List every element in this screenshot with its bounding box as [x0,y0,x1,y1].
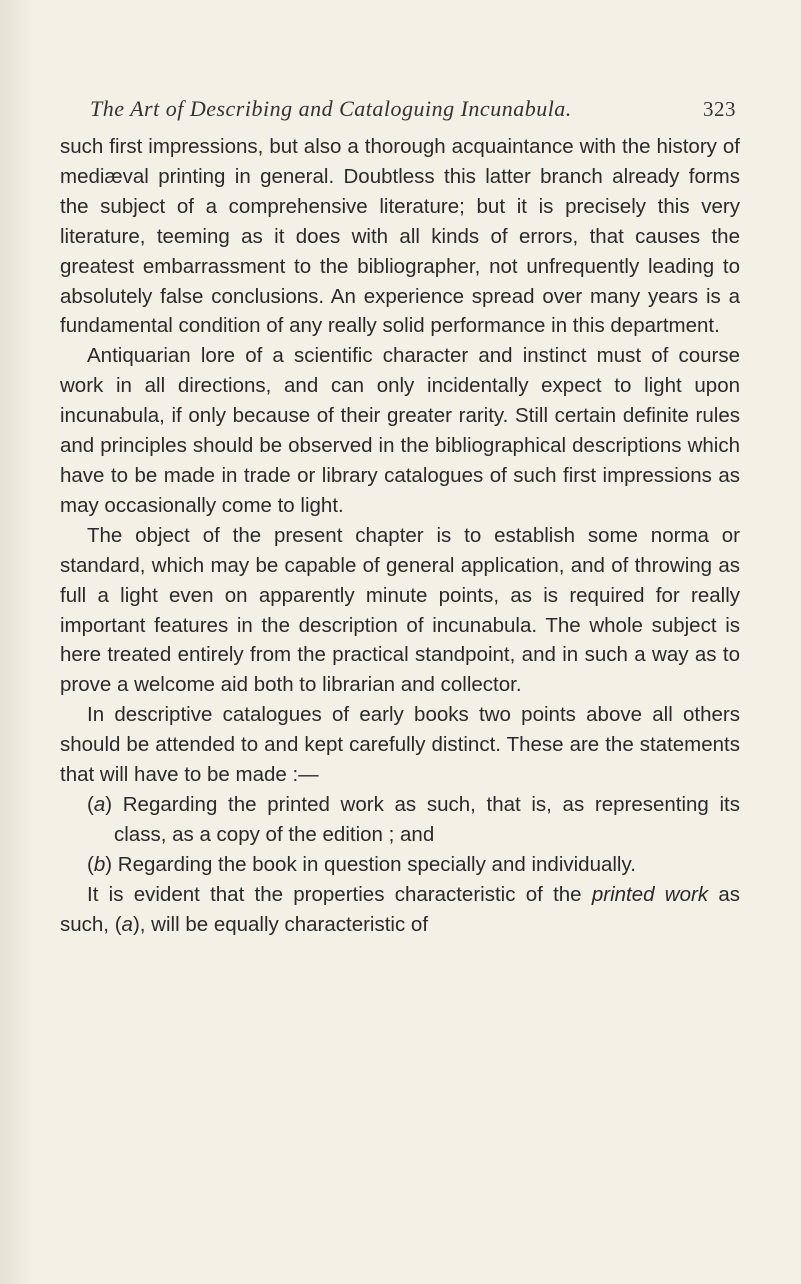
running-head [90,96,736,122]
list-text-b: Regarding the book in question specially and individually. [117,852,636,876]
book-page [60,96,740,939]
running-head-title: The Art of Describing and Cataloguing Incunabula. [90,96,572,121]
list-item-b: (b) Regarding the book in question specially and individually. [87,852,636,876]
page-gutter-shadow [0,0,34,1284]
page-number: 323 [703,97,736,121]
paragraph-5-middle: as such, [60,882,740,936]
list-text-a: Regarding the printed work as such, that is, as representing its class, as a copy of the edition ; and [114,792,741,846]
paragraph-5-tail: will be equally characteristic of [151,912,429,936]
paragraph-2: Antiquarian lore of a scientific character and instinct must of course work in all directions, and can only incidentally expect to light upon incunabula, if only because of their greater rarity. Still certain definite rules and principles should be observed in the bibliographical descriptions which have to be made in trade or library catalogues of such first impressions as may occasionally come to light. [60,344,740,517]
paragraph-5-ref: a [121,912,133,936]
list-item-a: (a) Regarding the printed work as such, that is, as representing its class, as a copy of the edition ; and [87,792,741,846]
paragraph-3: The object of the present chapter is to establish some norma or standard, which may be capable of general application, and of throwing as full a light even on apparently minute points, as is required for really important features in the description of incunabula. The whole subject is here treated entirely from the practical standpoint, and in such a way as to prove a welcome aid both to librarian and collector. [60,523,740,697]
list-marker-b: b [93,852,106,876]
paragraph-4: In descriptive catalogues of early books two points above all others should be attended to and kept carefully distinct. These are the statements that will have to be made :— [60,703,740,787]
paragraph-5-emphasis: printed work [591,882,709,906]
body-text [60,132,740,939]
list-marker-a: a [93,792,106,816]
paragraph-5-lead: It is evident that the properties characteristic of the [87,882,582,906]
paragraph-1: such first impressions, but also a thorough acquaintance with the history of mediæval printing in general. Doubtless this latter branch already forms the subject of a comprehensive literature; but it is precisely this very literature, teeming as it does with all kinds of errors, that causes the greatest embarrassment to the bibliographer, not unfrequently leading to absolutely false conclusions. An experience spread over many years is a fundamental condition of any really solid performance in this department. [60,135,740,338]
paragraph-5: It is evident that the properties characteristic of the printed work as such, (a), will be equally characteristic of [60,882,740,936]
